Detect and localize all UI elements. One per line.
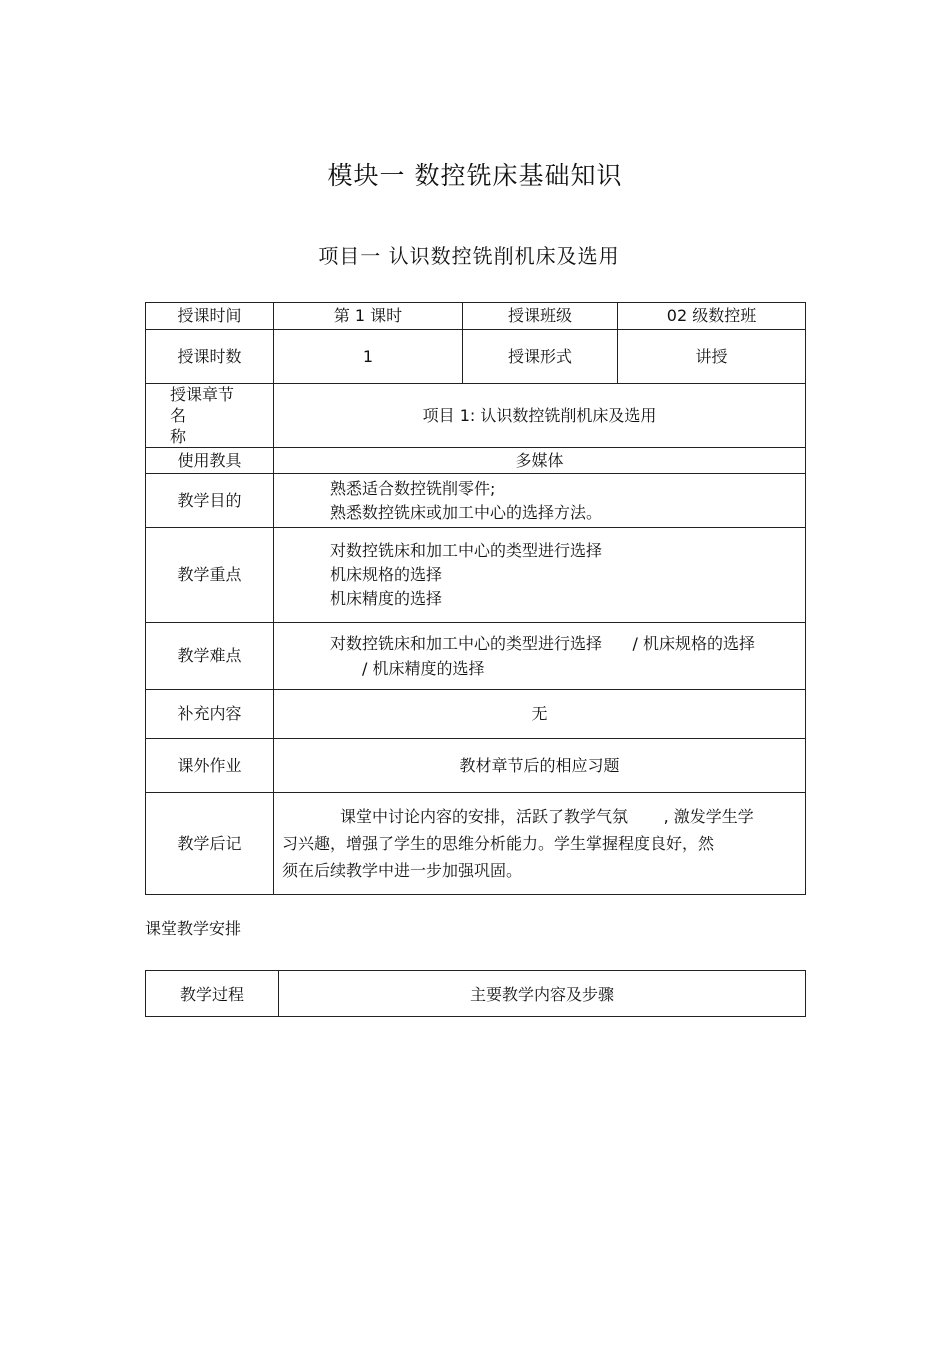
reflection-line (282, 803, 797, 830)
label-teaching-goal: 教学目的 (146, 474, 274, 528)
table-row (146, 690, 806, 739)
label-homework: 课外作业 (146, 739, 274, 793)
value-reflection (274, 793, 806, 895)
value-homework: 教材章节后的相应习题 (274, 739, 806, 793)
table-row (146, 623, 806, 690)
reflection-line: 习兴趣，增强了学生的思维分析能力。学生掌握程度良好，然 (282, 834, 715, 853)
table-row (146, 971, 806, 1017)
value-form: 讲授 (618, 330, 806, 384)
process-table (145, 970, 806, 1017)
label-class: 授课班级 (463, 303, 618, 330)
table-row (146, 739, 806, 793)
value-chapter-name: 项目 1: 认识数控铣削机床及选用 (274, 384, 806, 448)
label-reflection: 教学后记 (146, 793, 274, 895)
value-teaching-aids: 多媒体 (274, 448, 806, 474)
label-chapter-line2: 名称 (170, 406, 223, 446)
value-teaching-time: 第 1 课时 (274, 303, 463, 330)
table-row (146, 384, 806, 448)
label-supplement: 补充内容 (146, 690, 274, 739)
label-teaching-time: 授课时间 (146, 303, 274, 330)
value-class: 02 级数控班 (618, 303, 806, 330)
key-point-line: 机床精度的选择 (330, 589, 443, 608)
value-teaching-goal (274, 474, 806, 528)
key-point-line: 机床规格的选择 (330, 565, 443, 584)
value-hours: 1 (274, 330, 463, 384)
label-hours: 授课时数 (146, 330, 274, 384)
table-row (146, 528, 806, 623)
table-row (146, 330, 806, 384)
goal-line: 熟悉数控铣床或加工中心的选择方法。 (330, 502, 603, 522)
label-key-points: 教学重点 (146, 528, 274, 623)
value-key-points (274, 528, 806, 623)
module-title: 模块一 数控铣床基础知识 (327, 161, 623, 190)
table-row (146, 793, 806, 895)
key-point-line: 对数控铣床和加工中心的类型进行选择 (330, 541, 603, 560)
value-supplement: 无 (274, 690, 806, 739)
section-label: 课堂教学安排 (145, 919, 242, 938)
label-form: 授课形式 (463, 330, 618, 384)
reflection-line-text: 课堂中讨论内容的安排，活跃了教学气氛 , 激发学生学 (340, 807, 754, 826)
header-content: 主要教学内容及步骤 (279, 971, 806, 1017)
label-chapter-name (146, 384, 274, 448)
header-process: 教学过程 (146, 971, 279, 1017)
reflection-line: 须在后续教学中进一步加强巩固。 (282, 861, 523, 880)
label-teaching-aids: 使用教具 (146, 448, 274, 474)
table-row (146, 474, 806, 528)
label-difficulties: 教学难点 (146, 623, 274, 690)
project-subtitle: 项目一 认识数控铣削机床及选用 (318, 244, 620, 268)
difficulty-line: 对数控铣床和加工中心的类型进行选择 / 机床规格的选择 (330, 634, 755, 653)
lesson-info-table (145, 302, 806, 895)
table-row (146, 448, 806, 474)
goal-line: 熟悉适合数控铣削零件; (330, 478, 496, 498)
table-row (146, 303, 806, 330)
value-difficulties (274, 623, 806, 690)
difficulty-line: / 机床精度的选择 (362, 659, 485, 678)
label-chapter-line1: 授课章节 (170, 385, 235, 404)
